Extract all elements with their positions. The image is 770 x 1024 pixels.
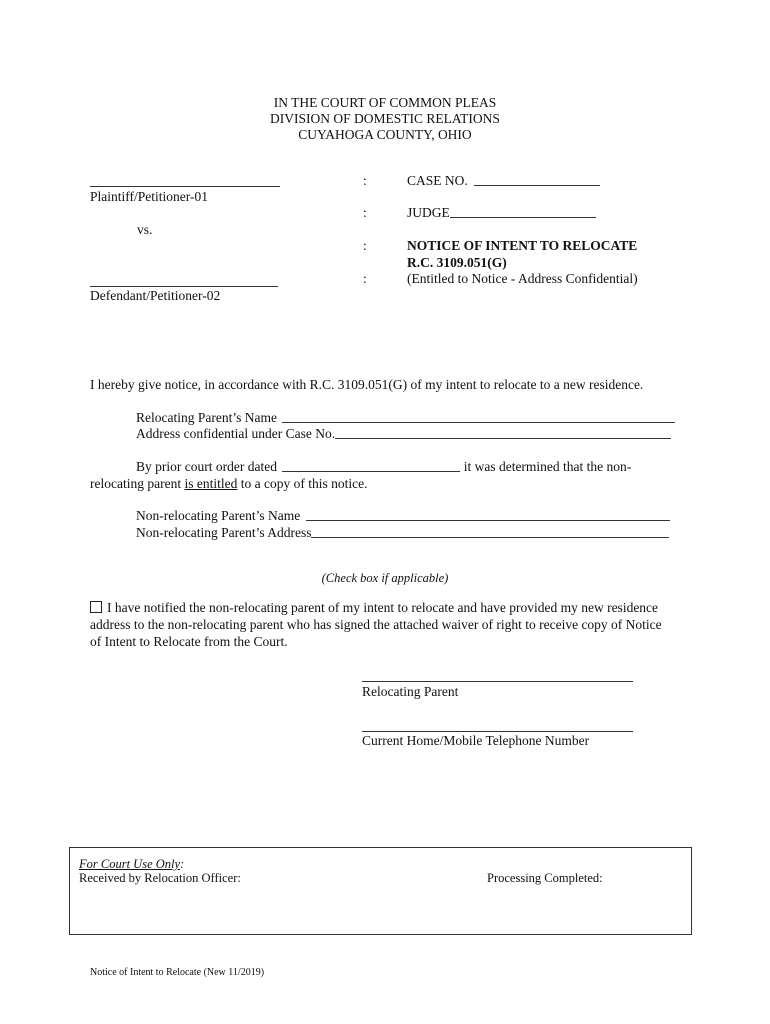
versus-label: vs. [137,222,153,237]
nonrelocating-name-field [136,508,670,524]
judge-field [407,205,596,221]
checkbox-text-line1: I have notified the non-relocating parent of my intent to relocate and have provided my new residence [107,600,659,615]
check-box-note: (Check box if applicable) [321,571,449,585]
court-use-title: For Court Use Only: [79,857,185,871]
address-confidential-line[interactable] [335,426,671,439]
plaintiff-label: Plaintiff/Petitioner-01 [90,189,208,204]
phone-label: Current Home/Mobile Telephone Number [362,733,590,748]
notified-checkbox[interactable] [90,601,102,613]
caption-colon-1: : [363,173,367,188]
statute-reference: R.C. 3109.051(G) [407,255,507,270]
notified-checkbox-line1 [90,600,658,616]
prior-order-tail: it was determined that the non- [463,459,632,474]
caption-colon-4: : [363,271,367,286]
received-by-label: Received by Relocation Officer: [79,871,241,885]
address-confidential-label: Address confidential under Case No. [136,426,336,441]
processing-completed-label: Processing Completed: [487,871,603,885]
is-entitled-text: is entitled [184,476,238,491]
case-number-line[interactable] [474,173,600,186]
prior-order-date-line[interactable] [282,459,460,472]
intro-statement: I hereby give notice, in accordance with R.C. 3109.051(G) of my intent to relocate to a new residence. [90,377,644,392]
caption-colon-3: : [363,238,367,253]
court-division: DIVISION OF DOMESTIC RELATIONS [270,111,500,126]
nonrelocating-name-line[interactable] [306,508,670,521]
nonrelocating-address-line[interactable] [311,525,669,538]
notice-title: NOTICE OF INTENT TO RELOCATE [407,238,638,253]
court-county: CUYAHOGA COUNTY, OHIO [298,127,472,142]
relocating-name-label: Relocating Parent’s Name [136,410,277,425]
court-name: IN THE COURT OF COMMON PLEAS [273,95,497,110]
court-header [0,95,770,143]
address-confidential-field [136,426,671,442]
relocating-name-field [136,410,675,426]
defendant-name-line[interactable] [90,286,278,287]
checkbox-text-line3: of Intent to Relocate from the Court. [90,634,288,649]
nonrelocating-address-field [136,525,669,541]
relocating-name-line[interactable] [282,410,675,423]
case-number-label: CASE NO. [407,173,468,188]
plaintiff-name-line[interactable] [90,186,280,187]
form-footer: Notice of Intent to Relocate (New 11/2019) [90,967,265,978]
prior-order-field [136,459,631,475]
nonrelocating-name-label: Non-relocating Parent’s Name [136,508,301,523]
prior-order-line2-post: to a copy of this notice. [240,476,368,491]
phone-signature-line[interactable] [362,731,633,732]
judge-label: JUDGE [407,205,450,220]
defendant-label: Defendant/Petitioner-02 [90,288,221,303]
prior-order-label: By prior court order dated [136,459,277,474]
relocating-parent-signature-line[interactable] [362,681,633,682]
case-number-field [407,173,600,189]
prior-order-line2 [90,476,367,492]
nonrelocating-address-label: Non-relocating Parent’s Address [136,525,312,540]
entitled-note: (Entitled to Notice - Address Confidential) [407,271,638,286]
judge-line[interactable] [450,205,596,218]
checkbox-text-line2: address to the non-relocating parent who has signed the attached waiver of right to receive copy of Notice [90,617,662,632]
court-use-box [69,847,692,935]
relocating-parent-label: Relocating Parent [362,684,459,699]
caption-colon-2: : [363,205,367,220]
prior-order-line2-pre: relocating parent [90,476,182,491]
